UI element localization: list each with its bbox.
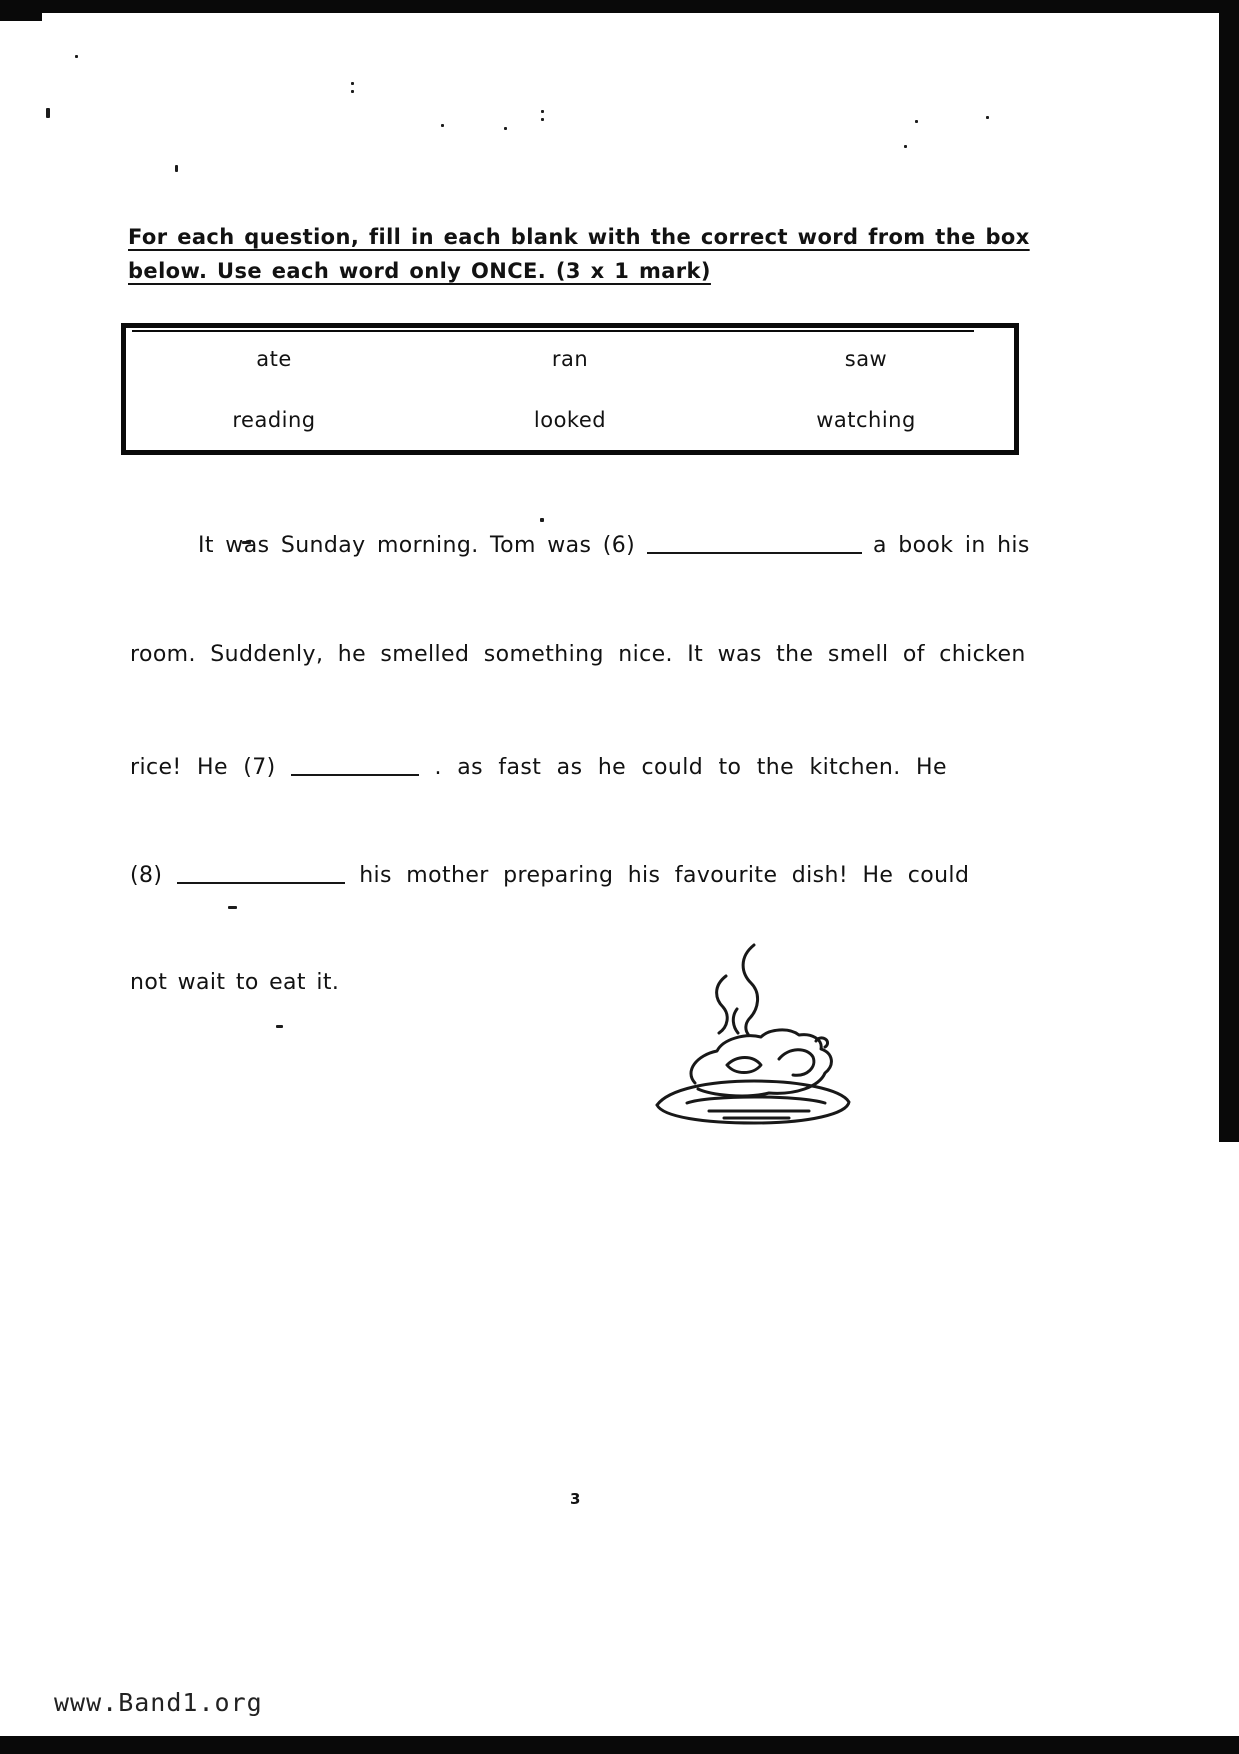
story-line-5 (130, 970, 1030, 995)
scan-noise (46, 108, 50, 118)
word-option-reading: reading (232, 407, 316, 432)
scan-noise (986, 116, 989, 119)
scan-edge-bar-top-notch (0, 0, 42, 21)
blank-question-7 (291, 754, 419, 776)
plate-inner-rim (687, 1097, 825, 1103)
word-option-ran: ran (551, 346, 589, 371)
story-text: . as fast as he could to the kitchen. He (434, 755, 947, 780)
scan-noise (915, 120, 918, 123)
story-line-2 (130, 642, 1030, 667)
story-text: not wait to eat it. (130, 970, 340, 995)
story-text: his mother preparing his favourite dish! He could (359, 863, 970, 888)
scan-noise (904, 145, 907, 148)
blank-question-6 (647, 532, 862, 554)
story-text: (8) (130, 863, 163, 888)
instructions-line-2 (128, 254, 1038, 288)
story-text: room. Suddenly, he smelled something nice. It was the smell of chicken (130, 642, 1026, 667)
word-option-looked: looked (533, 407, 607, 432)
scan-noise (228, 906, 237, 909)
story-text: rice! He (7) (130, 755, 276, 780)
instructions-line-1 (128, 220, 1038, 254)
scan-noise (541, 110, 544, 113)
scan-edge-bar-top (0, 0, 1239, 13)
story-text: It was Sunday morning. Tom was (6) (198, 533, 636, 558)
scan-noise (75, 55, 78, 58)
word-option-ate: ate (256, 346, 292, 371)
scan-edge-bar-right (1219, 0, 1239, 1142)
word-option-saw: saw (844, 346, 888, 371)
story-line-3 (130, 752, 1030, 780)
chicken-drumstick-line (779, 1050, 814, 1076)
story-line-1 (130, 530, 1098, 558)
page-number: 3 (570, 1490, 581, 1508)
scan-edge-bar-bottom (0, 1736, 1239, 1754)
chicken-wing-line (727, 1058, 761, 1073)
word-option-watching: watching (816, 407, 916, 432)
footer-site-url: www.Band1.org (54, 1688, 263, 1717)
instructions-text: below. Use each word only ONCE. (3 x 1 mark) (128, 259, 711, 283)
steam-line-middle (733, 1009, 738, 1033)
scan-noise (441, 124, 444, 127)
scan-noise (276, 1025, 283, 1028)
scan-noise (175, 165, 178, 172)
scan-noise (540, 518, 544, 522)
story-line-4 (130, 860, 1030, 888)
steam-line-left (717, 976, 728, 1033)
steam-chicken-drawing (648, 942, 860, 1134)
scan-noise (351, 90, 354, 93)
chicken-plate-illustration (648, 942, 860, 1134)
instructions-text: For each question, fill in each blank with the correct word from the box (128, 225, 1030, 249)
instructions (128, 220, 1038, 288)
word-bank-box (121, 323, 1019, 455)
steam-line-right (743, 945, 757, 1034)
scan-noise (541, 118, 544, 121)
scan-noise (504, 127, 507, 130)
blank-question-8 (177, 862, 345, 884)
story-text: a book in his (872, 533, 1030, 558)
scan-noise (351, 82, 354, 85)
